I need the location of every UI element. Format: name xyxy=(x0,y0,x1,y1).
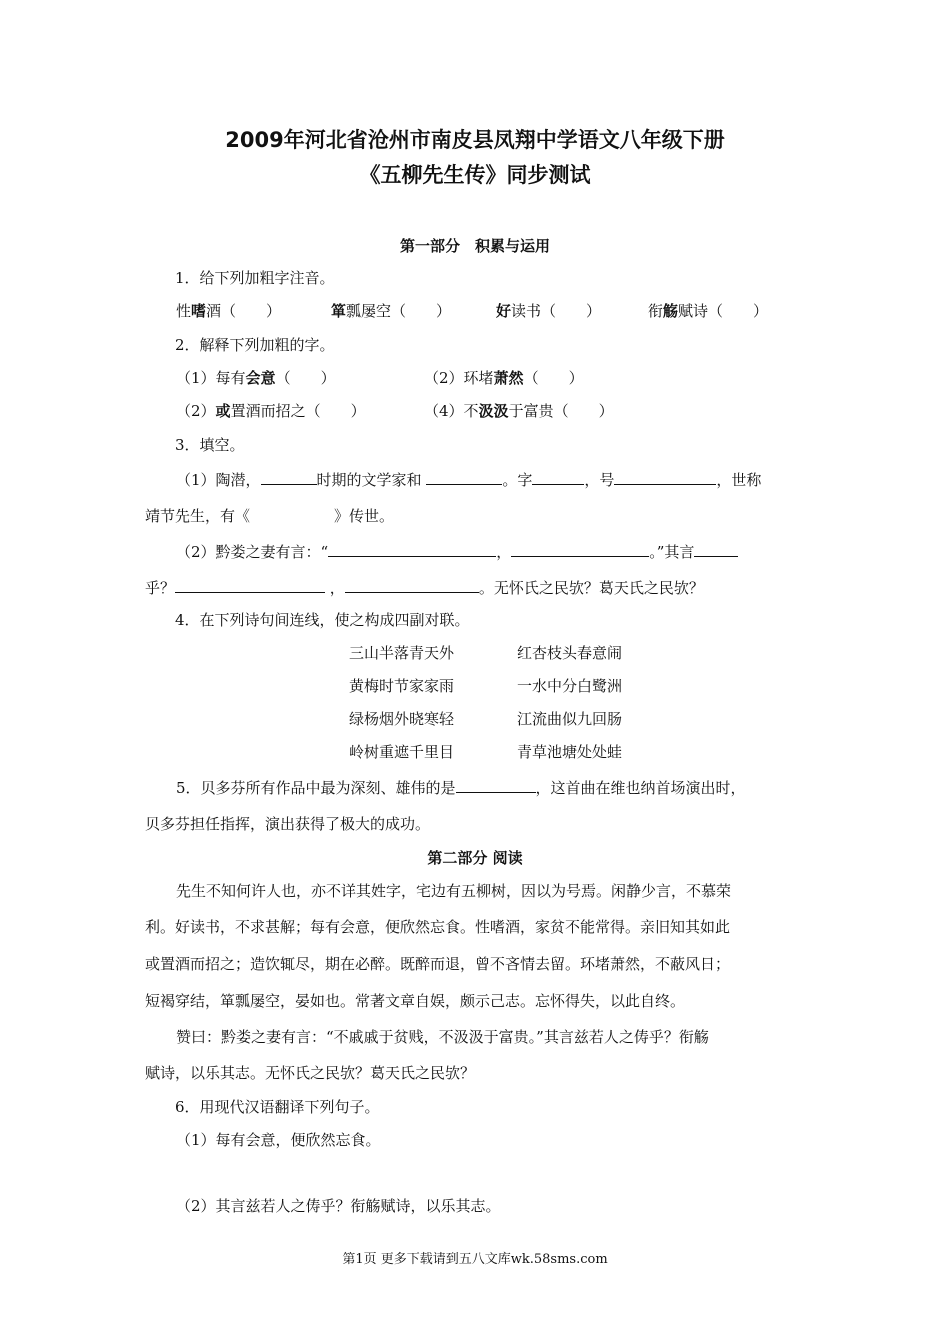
blank xyxy=(614,468,716,485)
part1-heading: 第一部分 积累与运用 xyxy=(399,237,550,255)
document-title: 2009年河北省沧州市南皮县凤翔中学语文八年级下册 xyxy=(225,128,725,152)
zan-line-1: 赞曰：黔娄之妻有言：“不戚戚于贫贱，不汲汲于富贵。”其言兹若人之俦乎？衔觞 xyxy=(176,1028,709,1046)
passage-line-3: 或置酒而招之；造饮辄尽，期在必醉。既醉而退，曾不吝情去留。环堵萧然，不蔽风日； xyxy=(145,955,731,973)
q3-sentence1-cont: 靖节先生，有《 》传世。 xyxy=(145,507,395,525)
q6-stem: 6．用现代汉语翻译下列句子。 xyxy=(175,1098,380,1116)
q1-item-1: 性嗜酒（ ） xyxy=(176,302,282,320)
blank xyxy=(261,468,317,485)
page-footer: 第1页 更多下载请到五八文库wk.58sms.com xyxy=(342,1252,608,1267)
blank xyxy=(511,540,649,557)
couplet-right-1: 红杏枝头春意闹 xyxy=(517,644,623,662)
couplet-left-1: 三山半落青天外 xyxy=(349,644,455,662)
couplet-left-3: 绿杨烟外晓寒轻 xyxy=(349,710,455,728)
q2-item-1: （1）每有会意（ ） xyxy=(176,369,336,387)
blank xyxy=(175,576,325,593)
document-subtitle: 《五柳先生传》同步测试 xyxy=(359,163,591,187)
passage-line-2: 利。好读书，不求甚解；每有会意，便欣然忘食。性嗜酒，家贫不能常得。亲旧知其如此 xyxy=(145,918,731,936)
q6-sentence-2: （2）其言兹若人之俦乎？衔觞赋诗，以乐其志。 xyxy=(176,1197,501,1215)
q1-stem: 1．给下列加粗字注音。 xyxy=(175,269,335,287)
zan-line-2: 赋诗，以乐其志。无怀氏之民欤？葛天氏之民欤？ xyxy=(145,1064,476,1082)
q4-stem: 4．在下列诗句间连线，使之构成四副对联。 xyxy=(175,611,470,629)
q6-sentence-1: （1）每有会意，便欣然忘食。 xyxy=(176,1131,381,1149)
blank xyxy=(345,576,479,593)
part2-heading: 第二部分 阅读 xyxy=(427,849,523,867)
q3-sentence2-cont: 乎？ ， 。无怀氏之民欤？葛天氏之民欤？ xyxy=(145,576,704,598)
passage-line-1: 先生不知何许人也，亦不详其姓字，宅边有五柳树，因以为号焉。闲静少言，不慕荣 xyxy=(176,882,732,900)
passage-line-4: 短褐穿结，箪瓢屡空，晏如也。常著文章自娱，颇示己志。忘怀得失，以此自终。 xyxy=(145,992,686,1010)
q5-line1: 5．贝多芬所有作品中最为深刻、雄伟的是 ，这首曲在维也纳首场演出时， xyxy=(176,776,746,798)
couplet-right-4: 青草池塘处处蛙 xyxy=(517,743,623,761)
q3-sentence1: （1）陶潜， 时期的文学家和 。字 ，号 ，世称 xyxy=(176,468,761,490)
couplet-right-3: 江流曲似九回肠 xyxy=(517,710,623,728)
q2-item-4: （4）不汲汲于富贵（ ） xyxy=(424,402,614,420)
blank xyxy=(532,468,584,485)
q1-item-4: 衔觞赋诗（ ） xyxy=(648,302,769,320)
blank xyxy=(694,540,738,557)
couplet-right-2: 一水中分白鹭洲 xyxy=(517,677,623,695)
q3-sentence2: （2）黔娄之妻有言：“ ， 。”其言 xyxy=(176,540,738,562)
q5-line2: 贝多芬担任指挥，演出获得了极大的成功。 xyxy=(145,815,431,833)
blank xyxy=(426,468,502,485)
q3-stem: 3．填空。 xyxy=(175,436,245,454)
couplet-left-2: 黄梅时节家家雨 xyxy=(349,677,455,695)
couplet-left-4: 岭树重遮千里目 xyxy=(349,743,455,761)
q1-item-2: 箪瓢屡空（ ） xyxy=(331,302,452,320)
q2-item-2: （2）环堵萧然（ ） xyxy=(424,369,584,387)
q2-item-3: （2）或置酒而招之（ ） xyxy=(176,402,366,420)
blank xyxy=(456,776,536,793)
blank xyxy=(328,540,496,557)
q2-stem: 2．解释下列加粗的字。 xyxy=(175,336,335,354)
q1-item-3: 好读书（ ） xyxy=(496,302,602,320)
